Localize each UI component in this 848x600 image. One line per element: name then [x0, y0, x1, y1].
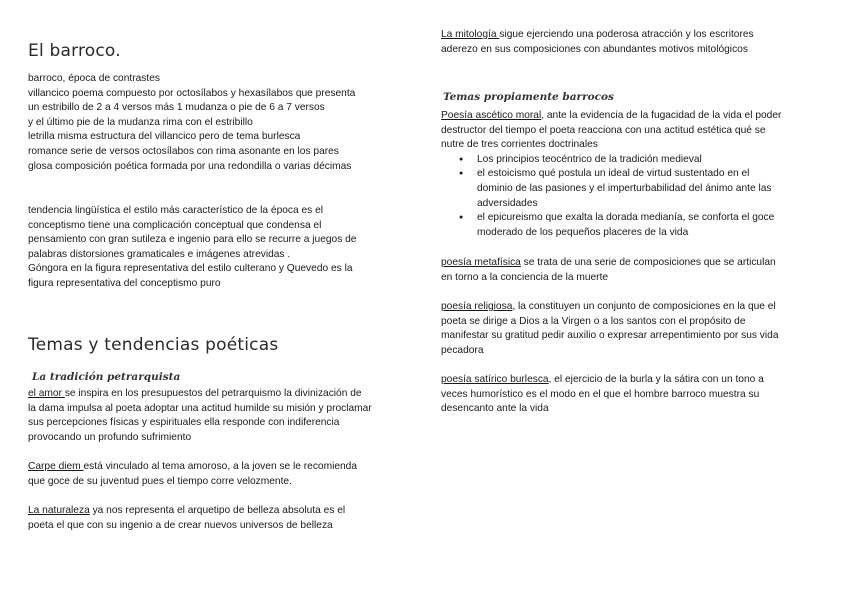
- tendencia-block: [28, 204, 408, 292]
- paragraph-text: sigue ejerciendo una poderosa atracción y los escritores: [499, 29, 754, 40]
- definition-line: villancico poema compuesto por octosílabos y hexasílabos que presenta: [28, 87, 356, 99]
- paragraph-satirico: [441, 373, 821, 417]
- tendencia-line: tendencia lingüística el estilo más característico de la época es el: [28, 205, 324, 216]
- term-religiosa: poesía religiosa: [441, 301, 513, 312]
- paragraph-naturaleza: [28, 504, 408, 533]
- paragraph-line: sus percepciones físicas y espirituales ella responde con indiferencia: [28, 417, 340, 429]
- paragraph-line: desencanto ante la vida: [441, 403, 549, 415]
- definition-line: barroco, época de contrastes: [28, 73, 160, 84]
- tendencia-line: palabras distorsiones gramaticales e imágenes atrevidas .: [28, 248, 291, 260]
- paragraph-text: se inspira en los presupuestos del petrarquismo la divinización de: [64, 388, 362, 399]
- paragraph-line: nutre de tres corrientes doctrinales: [441, 139, 598, 151]
- list-item: ● Los principios teocéntrico de la tradición medieval: [441, 153, 821, 168]
- tendencia-line: pensamiento con gran sutileza e ingenio para ello se recurre a juegos de: [28, 234, 357, 246]
- paragraph-amor: [28, 387, 408, 445]
- paragraph-carpe-diem: [28, 460, 408, 489]
- term-satirico-burlesca: poesía satírico burlesca: [441, 374, 549, 385]
- term-mitologia: La mitología: [441, 29, 500, 40]
- paragraph-text: , el ejercicio de la burla y la sátira con un tono a: [548, 374, 764, 385]
- term-amor: el amor: [28, 388, 65, 399]
- definition-line: un estribillo de 2 a 4 versos más 1 mudanza o pie de 6 a 7 versos: [28, 102, 325, 114]
- term-naturaleza: La naturaleza: [28, 505, 90, 516]
- paragraph-text: se trata de una serie de composiciones que se articulan: [520, 257, 776, 268]
- paragraph-line: en torno a la conciencia de la muerte: [441, 271, 609, 283]
- definition-line: y el último pie de la mudanza rima con el estribillo: [28, 116, 253, 128]
- paragraph-line: manifestar su gratitud pedir auxilio o expresar arrepentimiento por sus vida: [441, 330, 779, 342]
- subsection-title-petrarquista: La tradición petrarquista: [32, 371, 181, 383]
- list-item: ● el epicureismo que exalta la dorada medianía, se conforta el goce moderado de los pequeños placeres de la vida: [441, 211, 821, 240]
- list-item: ● el estoicismo qué postula un ideal de virtud sustentado en el dominio de las pasiones y el imperturbabilidad del ánimo ante las adversidades: [441, 167, 821, 211]
- term-ascetico-moral: Poesía ascético moral: [441, 110, 542, 121]
- paragraph-text: está vinculado al tema amoroso, a la joven se le recomienda: [83, 461, 358, 472]
- section-title-barrocos: Temas propiamente barrocos: [443, 91, 614, 103]
- term-carpe-diem: Carpe diem: [28, 461, 84, 472]
- paragraph-text: , ante la evidencia de la fugacidad de la vida el poder: [541, 110, 782, 121]
- paragraph-line: pecadora: [441, 344, 484, 356]
- section-title-temas: Temas y tendencias poéticas: [28, 335, 279, 355]
- paragraph-line: poeta se dirige a Dios a la Virgen o a los santos con el propósito de: [441, 315, 746, 327]
- tendencia-line: figura representativa del conceptismo puro: [28, 277, 221, 289]
- definition-line: letrilla misma estructura del villancico pero de tema burlesca: [28, 131, 301, 143]
- definitions-block: [28, 72, 408, 174]
- paragraph-line: la dama impulsa al poeta adoptar una actitud humilde su misión y proclamar: [28, 402, 372, 414]
- paragraph-ascetico: [441, 109, 821, 240]
- corrientes-list: [441, 153, 821, 241]
- paragraph-line: que goce de su juventud pues el tiempo corre velozmente.: [28, 475, 292, 487]
- paragraph-mitologia: [441, 28, 821, 57]
- definition-line: glosa composición poética formada por una redondilla o varias décimas: [28, 160, 352, 172]
- definition-line: romance serie de versos octosílabos con rima asonante en los pares: [28, 145, 339, 157]
- paragraph-line: veces humorístico es el modo en el que el hombre barroco muestra su: [441, 388, 760, 400]
- term-metafisica: poesía metafísica: [441, 257, 521, 268]
- paragraph-religiosa: [441, 300, 821, 358]
- paragraph-metafisica: [441, 256, 821, 285]
- paragraph-text: , la constituyen un conjunto de composiciones en la que el: [512, 301, 776, 312]
- paragraph-line: provocando un profundo sufrimiento: [28, 431, 192, 443]
- paragraph-line: destructor del tiempo el poeta reacciona con una actitud estética qué se: [441, 124, 766, 136]
- paragraph-line: aderezo en sus composiciones con abundantes motivos mitológicos: [441, 43, 748, 55]
- page-title: El barroco.: [28, 41, 121, 61]
- paragraph-line: poeta el que con su ingenio a de crear nuevos universos de belleza: [28, 519, 333, 531]
- tendencia-line: Góngora en la figura representativa del estilo culterano y Quevedo es la: [28, 263, 353, 275]
- tendencia-line: conceptismo tiene una complicación conceptual que condensa el: [28, 219, 322, 231]
- paragraph-text: ya nos representa el arquetipo de belleza absoluta es el: [89, 505, 346, 516]
